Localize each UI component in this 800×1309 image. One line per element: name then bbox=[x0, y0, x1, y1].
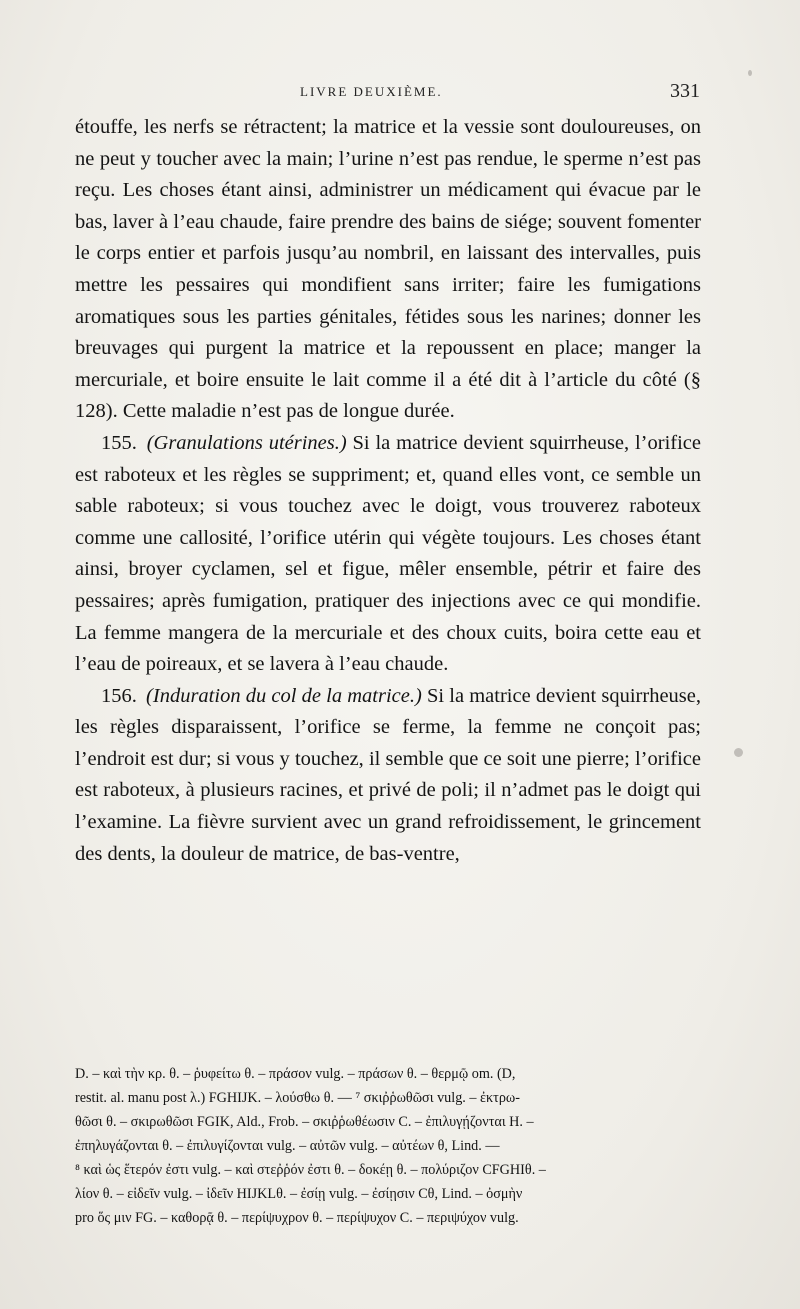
footnote-line: restit. al. manu post λ.) FGHIJK. – λούσθω θ. — ⁷ σκιῤῥωθῶσι vulg. – ἐκτρω- bbox=[75, 1090, 520, 1106]
footnote-line: D. – καὶ τὴν κρ. θ. – ῥυφείτω θ. – πράσον vulg. – πράσων θ. – θερμῷ om. (D, bbox=[75, 1066, 516, 1082]
footnote-line: λίον θ. – εἰδεῖν vulg. – ἰδεῖν HIJKLθ. – ἐσίῃ vulg. – ἐσίῃσιν Cθ, Lind. – ὀσμὴν bbox=[75, 1186, 523, 1202]
running-head bbox=[300, 80, 700, 104]
section-155 bbox=[75, 428, 701, 681]
footnote-line: pro ὅς μιν FG. – καθορᾷ θ. – περίψυχρον θ. – περίψυχον C. – περιψύχον vulg. bbox=[75, 1210, 519, 1226]
paper-speck bbox=[748, 70, 752, 76]
footnote-line: ἐπηλυγάζονται θ. – ἐπιλυγίζονται vulg. – αὐτῶν vulg. – αὐτέων θ, Lind. — bbox=[75, 1138, 500, 1154]
footnote-line: θῶσι θ. – σκιρωθῶσι FGIK, Ald., Frob. – σκιῤῥωθέωσιν C. – ἐπιλυγῄζονται H. – bbox=[75, 1114, 534, 1130]
footnote-line: ⁸ καὶ ὡς ἕτερόν ἐστι vulg. – καὶ στεῤῥόν ἐστι θ. – δοκέῃ θ. – πολύριζον CFGHIθ. – bbox=[75, 1162, 546, 1178]
section-number: 156. bbox=[101, 684, 137, 707]
paper-speck bbox=[734, 748, 743, 757]
page-number: 331 bbox=[670, 80, 700, 102]
running-title: LIVRE DEUXIÈME. bbox=[300, 84, 443, 99]
section-title: (Induration du col de la matrice.) bbox=[146, 684, 422, 707]
section-156 bbox=[75, 681, 701, 871]
intro-paragraph: étouffe, les nerfs se rétractent; la matrice et la vessie sont douloureuses, on ne peut y toucher avec la main; l’urine n’est pas rendue, le sperme n’est pas reçu. Les choses étant ainsi, administrer un médicament qui évacue par le bas, laver à l’eau chaude, faire prendre des bains de siége; souvent fomenter le corps entier et parfois jusqu’au nombril, en laissant des intervalles, puis mettre les pessaires qui mondifient sans irriter; faire les fumigations aromatiques sous les parties génitales, fétides sous les narines; donner les breuvages qui purgent la matrice et la repoussent en place; manger la mercuriale, et boire ensuite le lait comme il a été dit à l’article du côté (§ 128). Cette maladie n’est pas de longue durée. bbox=[75, 116, 701, 423]
section-text: Si la matrice devient squirrheuse, les règles disparaissent, l’orifice se ferme, la femme ne conçoit pas; l’endroit est dur; si vous y touchez, il semble que ce soit une pierre; l’orifice est raboteux, à plusieurs racines, et privé de poli; il n’admet pas le doigt qui l’examine. La fièvre survient avec un grand refroidissement, le grincement des dents, la douleur de matrice, de bas-ventre, bbox=[75, 684, 701, 865]
footnotes bbox=[75, 1062, 703, 1230]
section-text: Si la matrice devient squirrheuse, l’orifice est raboteux et les règles se suppriment; et, quand elles vont, ce semble un sable raboteux; si vous touchez avec le doigt, vous trouverez raboteux comme une callosité, l’orifice utérin qui végète toujours. Les choses étant ainsi, broyer cyclamen, sel et figue, mêler ensemble, pétrir et faire des pessaires; après fumigation, pratiquer des injections avec ce qui mondifie. La femme mangera de la mercuriale et des choux cuits, boira cette eau et l’eau de poireaux, et se lavera à l’eau chaude. bbox=[75, 431, 701, 676]
main-text bbox=[75, 112, 701, 870]
section-title: (Granulations utérines.) bbox=[146, 431, 347, 454]
section-number: 155. bbox=[101, 431, 137, 454]
